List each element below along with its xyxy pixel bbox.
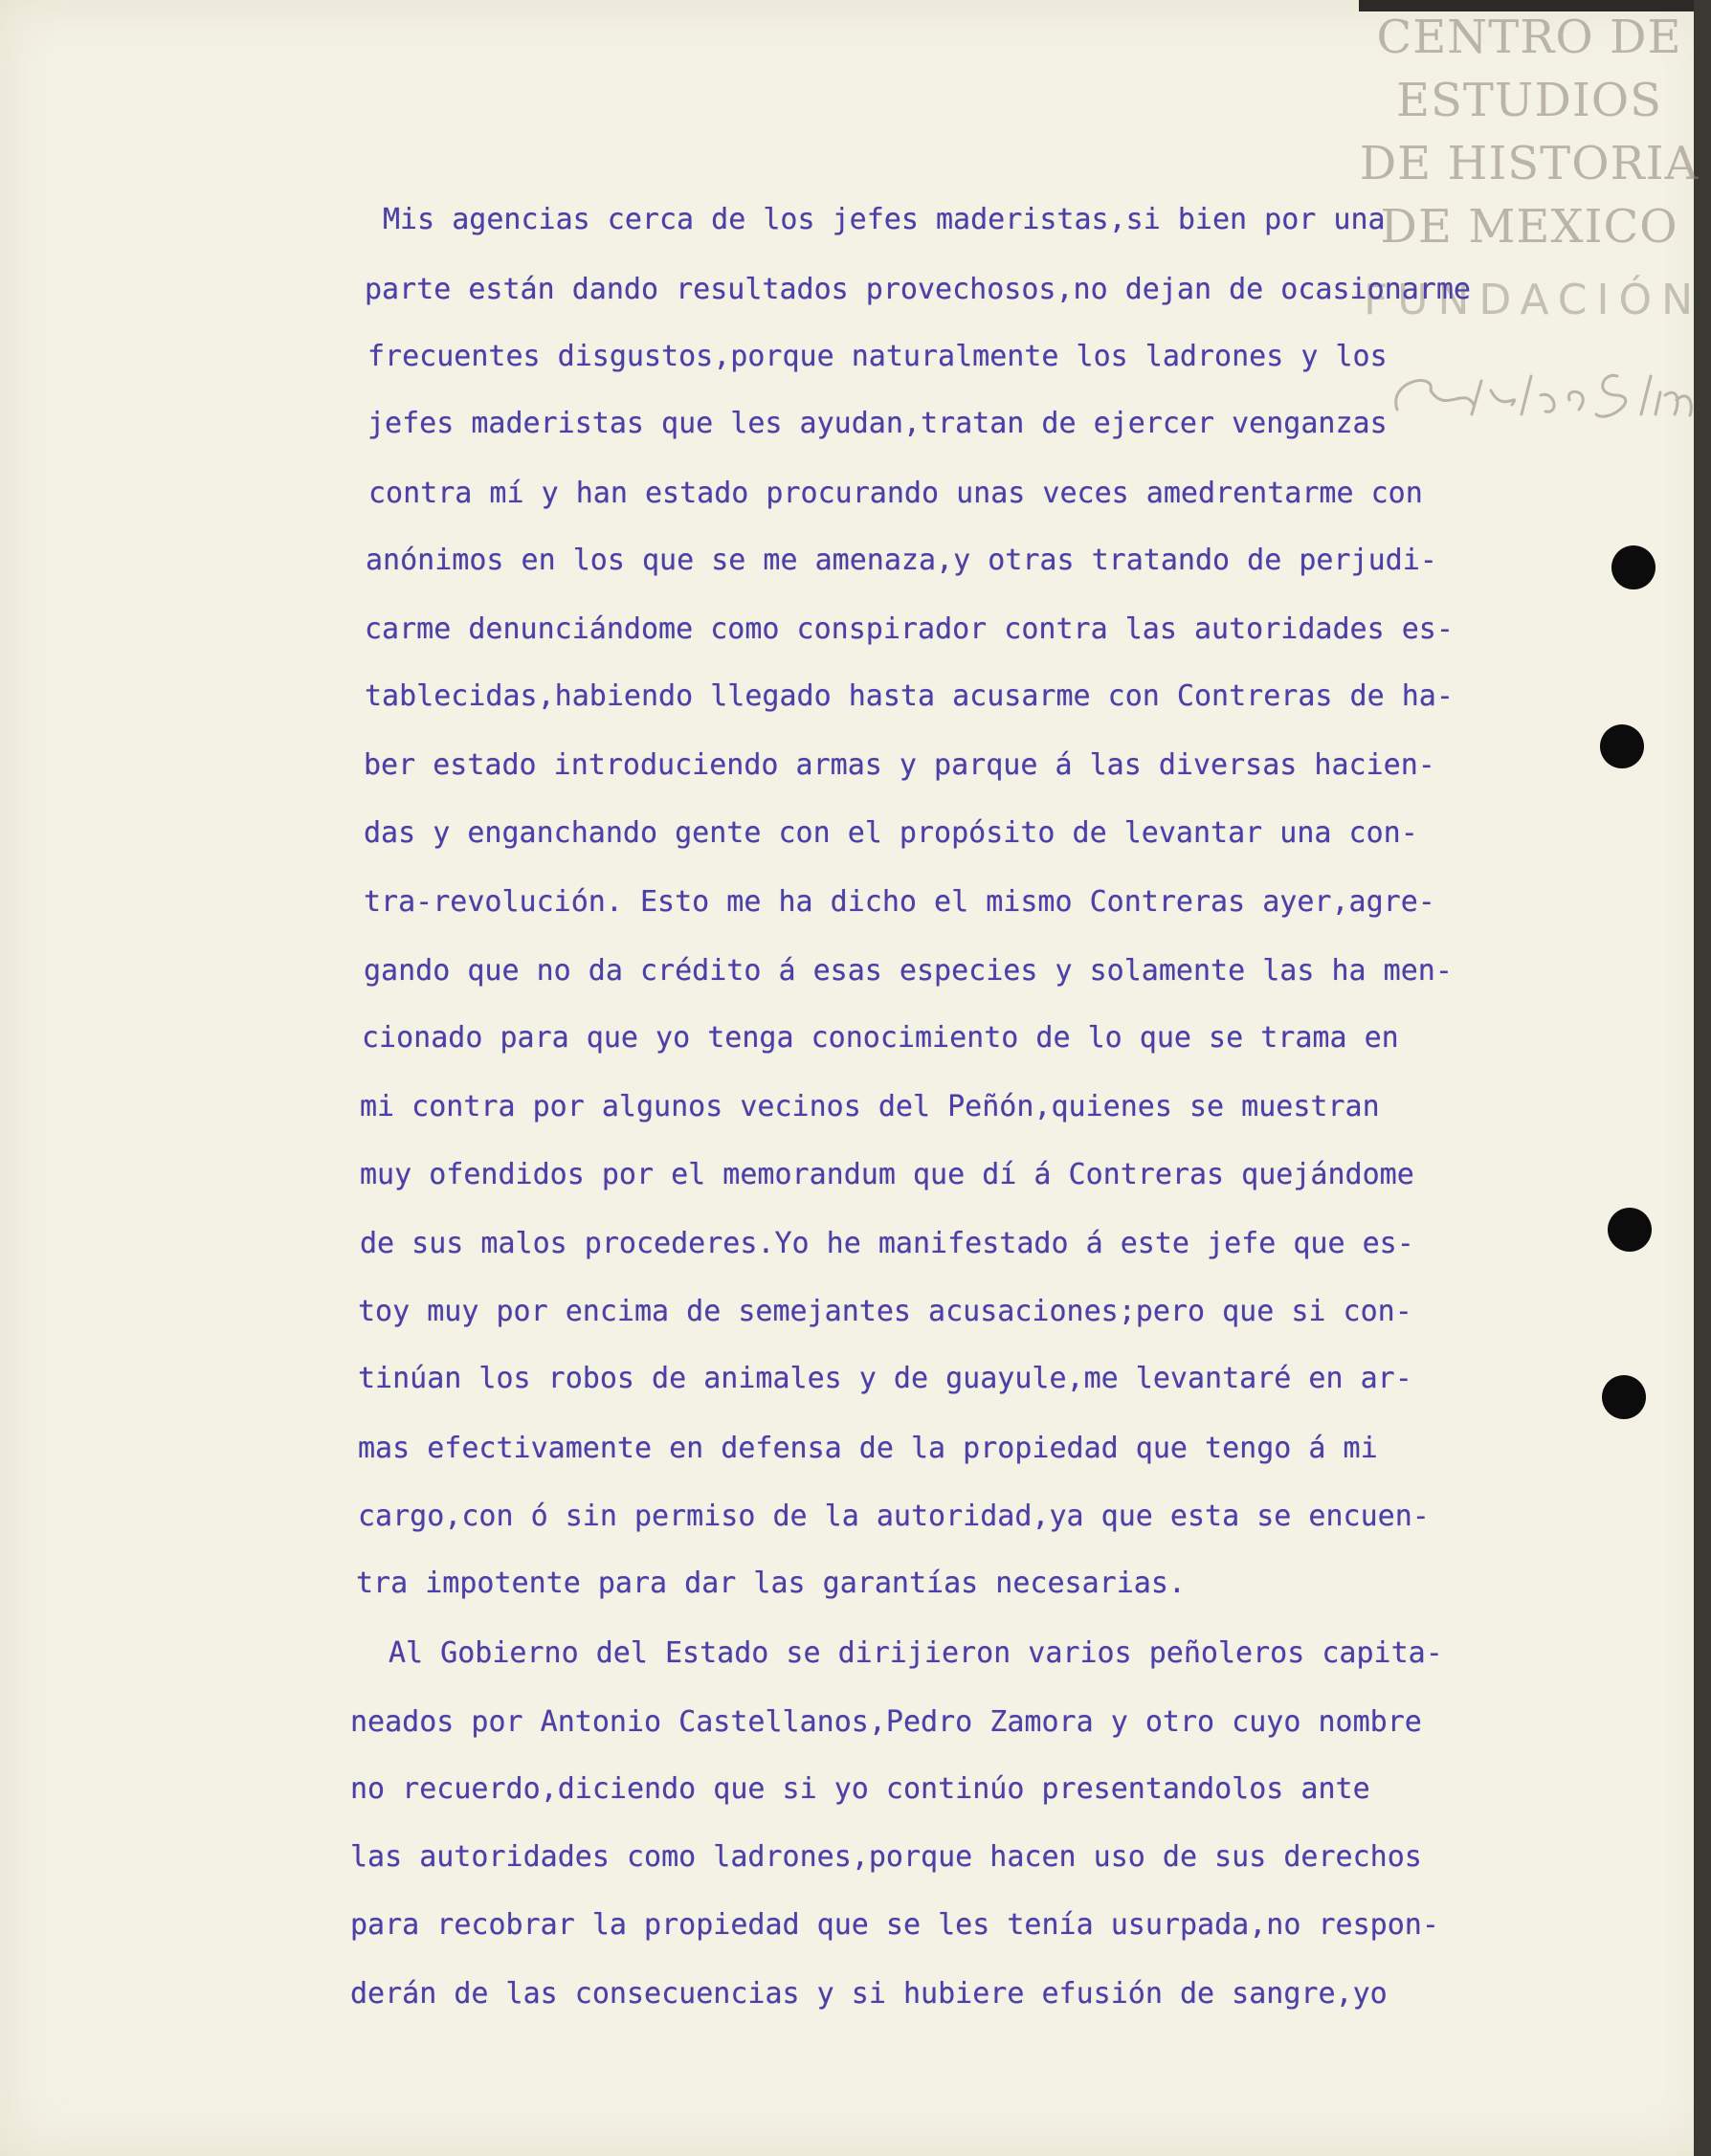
text-line: ber estado introduciendo armas y parque á las diversas hacien-: [364, 748, 1435, 782]
punch-hole: [1608, 1208, 1652, 1252]
text-line: parte están dando resultados provechosos,no dejan de ocasionarme: [365, 273, 1471, 306]
punch-hole: [1611, 545, 1655, 589]
text-line: frecuentes disgustos,porque naturalmente los ladrones y los: [367, 340, 1388, 373]
text-line: tra impotente para dar las garantías necesarias.: [356, 1567, 1186, 1600]
watermark-line-2: ESTUDIOS: [1395, 74, 1663, 127]
text-line: neados por Antonio Castellanos,Pedro Zamora y otro cuyo nombre: [350, 1705, 1422, 1739]
text-line: mi contra por algunos vecinos del Peñón,quienes se muestran: [360, 1090, 1380, 1123]
watermark-line-4: DE MEXICO: [1380, 200, 1678, 254]
text-line: cargo,con ó sin permiso de la autoridad,ya que esta se encuen-: [358, 1500, 1430, 1533]
text-line: cionado para que yo tenga conocimiento de lo que se trama en: [362, 1021, 1399, 1055]
text-line: las autoridades como ladrones,porque hacen uso de sus derechos: [350, 1840, 1422, 1874]
punch-hole: [1602, 1375, 1646, 1419]
punch-hole: [1600, 724, 1644, 768]
text-line: carme denunciándome como conspirador contra las autoridades es-: [365, 612, 1454, 646]
text-line: no recuerdo,diciendo que si yo continúo presentandolos ante: [350, 1772, 1370, 1806]
watermark-line-3: DE HISTORIA: [1359, 137, 1700, 190]
text-line: das y enganchando gente con el propósito de levantar una con-: [364, 816, 1418, 850]
watermark-fundacion: FUNDACIÓN: [1363, 276, 1703, 324]
text-line: mas efectivamente en defensa de la propiedad que tengo á mi: [358, 1432, 1378, 1465]
text-line: tinúan los robos de animales y de guayule,me levantaré en ar-: [358, 1362, 1412, 1395]
text-line: Mis agencias cerca de los jefes maderistas,si bien por una: [383, 203, 1386, 236]
text-line: derán de las consecuencias y si hubiere efusión de sangre,yo: [350, 1977, 1388, 2011]
text-line: anónimos en los que se me amenaza,y otras tratando de perjudi-: [366, 544, 1437, 577]
text-line: muy ofendidos por el memorandum que dí á Contreras quejándome: [360, 1158, 1414, 1191]
watermark-line-1: CENTRO DE: [1376, 11, 1682, 64]
text-line: contra mí y han estado procurando unas veces amedrentarme con: [368, 477, 1423, 510]
text-line: jefes maderistas que les ayudan,tratan de ejercer venganzas: [367, 407, 1388, 440]
text-line: gando que no da crédito á esas especies y solamente las ha men-: [364, 954, 1453, 988]
text-line: Al Gobierno del Estado se dirijieron varios peñoleros capita-: [389, 1636, 1443, 1670]
text-line: para recobrar la propiedad que se les tenía usurpada,no respon-: [350, 1908, 1439, 1942]
text-line: toy muy por encima de semejantes acusaciones;pero que si con-: [358, 1295, 1412, 1328]
text-line: de sus malos procederes.Yo he manifestado á este jefe que es-: [360, 1227, 1414, 1260]
text-line: tablecidas,habiendo llegado hasta acusarme con Contreras de ha-: [365, 679, 1454, 713]
text-line: tra-revolución. Esto me ha dicho el mismo Contreras ayer,agre-: [364, 885, 1435, 919]
